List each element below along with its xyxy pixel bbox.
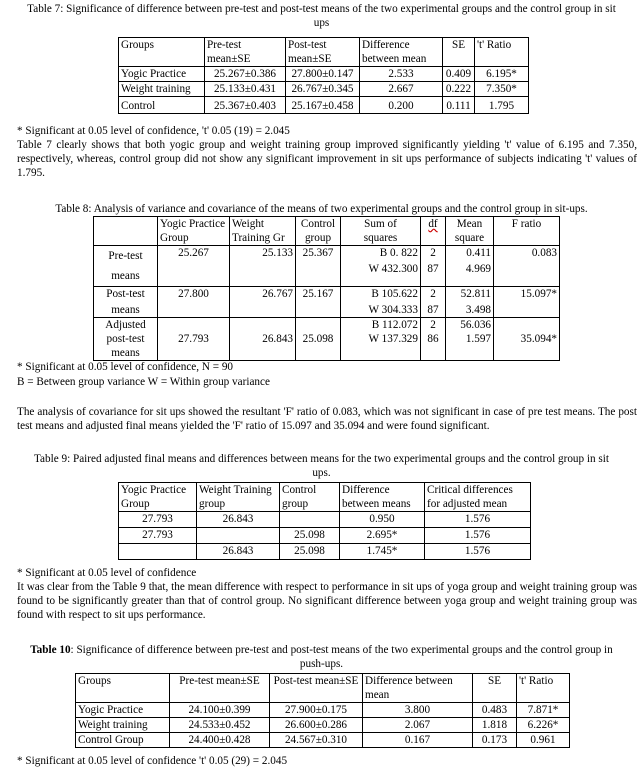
table8-cell: 27.800: [158, 287, 230, 318]
table8-cell: 35.094*: [494, 318, 560, 361]
table7-cell: 25.267±0.386: [205, 67, 286, 82]
table9-cell: 27.793: [119, 512, 197, 528]
table10-header-difference: Difference between mean: [363, 674, 473, 703]
table8-header-mean-square: Mean square: [446, 217, 494, 246]
table8-note2: B = Between group variance W = Within group variance: [17, 376, 270, 388]
table10-cell: 0.173: [473, 733, 517, 748]
table8-cell: 15.097*: [494, 287, 560, 318]
table7-cell: 0.409: [443, 67, 475, 82]
table7-cell: Yogic Practice: [119, 67, 205, 82]
table9-caption-line2: ups.: [312, 467, 331, 479]
table7-header-pretest: Pre-test mean±SE: [205, 38, 286, 67]
table7-header-groups: Groups: [119, 38, 205, 67]
table10-header-row: [76, 674, 570, 703]
table8-cell: 56.036 1.597: [446, 318, 494, 361]
table8-header-yogic: Yogic Practice Group: [158, 217, 230, 246]
table8-cell: B 112.072 W 137.329: [341, 318, 421, 361]
table7-cell: 0.111: [443, 97, 475, 114]
table-row: [119, 512, 531, 528]
table8-header-weight: Weight Training Gr: [230, 217, 296, 246]
table10-header-groups: Groups: [76, 674, 170, 703]
table7-cell: 25.167±0.458: [286, 97, 360, 114]
table-row: [76, 703, 570, 718]
table8-cell: 2 86: [421, 318, 446, 361]
table7-cell: 7.350*: [475, 82, 529, 97]
table-row: [119, 67, 529, 82]
table7-cell: 25.133±0.431: [205, 82, 286, 97]
table8-cell: 0.411 4.969: [446, 246, 494, 287]
table8-cell: 2 87: [421, 246, 446, 287]
table10-header-t-ratio: 't' Ratio: [517, 674, 570, 703]
table7-caption-line1: Table 7: Significance of difference between pre-test and post-test means of the two experimental groups and the control group in sit: [27, 3, 616, 15]
table8-cell: 0.083: [494, 246, 560, 287]
table9-paragraph: It was clear from the Table 9 that, the mean difference with respect to performance in sit ups of yoga group and weight training group was found to be significantly greater than that of control group. No significant difference between yoga group and weight training group was found with respect to sit ups performance.: [17, 581, 637, 621]
table9-cell: 1.576: [425, 512, 531, 528]
table9-cell: 1.576: [425, 544, 531, 560]
table7-cell: 1.795: [475, 97, 529, 114]
table7: [118, 37, 529, 114]
table8-cell: 25.133: [230, 246, 296, 287]
table7-cell: 25.367±0.403: [205, 97, 286, 114]
table-row: [76, 733, 570, 748]
table10-cell: 24.567±0.310: [270, 733, 363, 748]
table7-paragraph: Table 7 clearly shows that both yogic group and weight training group improved significantly yielding 't' value of 6.195 and 7.350, respectively, whereas, control group did not show any significant improvement in sit ups performance of subjects indicating 't' values of 1.795.: [17, 139, 637, 179]
table-row: [119, 97, 529, 114]
table9-header-critical: Critical differences for adjusted mean: [425, 483, 531, 512]
table8-caption: Table 8: Analysis of variance and covariance of the means of two experimental groups and the control group in sit-ups.: [55, 203, 588, 215]
table9-header-yogic: Yogic Practice Group: [119, 483, 197, 512]
table8-cell: 26.843: [230, 318, 296, 361]
table10-caption-line2: push-ups.: [299, 658, 344, 670]
table8-cell: 26.767: [230, 287, 296, 318]
table10-header-pretest: Pre-test mean±SE: [170, 674, 270, 703]
table7-cell: 6.195*: [475, 67, 529, 82]
table10-caption-label: Table 10: [30, 644, 71, 656]
table8-cell: 25.367: [296, 246, 341, 287]
table10-cell: 0.167: [363, 733, 473, 748]
table8-cell: 2 87: [421, 287, 446, 318]
table9-cell: 26.843: [197, 512, 280, 528]
table8-header-row: [94, 217, 560, 246]
table9-cell: [197, 528, 280, 544]
table10: [75, 673, 570, 748]
table9-header-control: Control group: [280, 483, 340, 512]
table7-header-difference: Difference between mean: [360, 38, 443, 67]
table7-cell: 2.667: [360, 82, 443, 97]
table9-note: * Significant at 0.05 level of confidence: [17, 567, 197, 579]
table10-cell: 26.600±0.286: [270, 718, 363, 733]
table8-row-label: Adjusted post-test means: [94, 318, 158, 361]
table7-cell: Control: [119, 97, 205, 114]
table7-caption-line2: ups: [313, 17, 330, 29]
table10-cell: Control Group: [76, 733, 170, 748]
table8-cell: B 0. 822 W 432.300: [341, 246, 421, 287]
table8-cell: 25.267: [158, 246, 230, 287]
table7-cell: 26.767±0.345: [286, 82, 360, 97]
table-row: [119, 544, 531, 560]
table8-cell: 27.793: [158, 318, 230, 361]
table10-cell: 3.800: [363, 703, 473, 718]
table8-cell: 25.098: [296, 318, 341, 361]
table-row: [94, 287, 560, 318]
table10-header-posttest: Post-test mean±SE: [270, 674, 363, 703]
table9-cell: 27.793: [119, 528, 197, 544]
table7-cell: 0.222: [443, 82, 475, 97]
table10-cell: 0.483: [473, 703, 517, 718]
table7-cell: 0.200: [360, 97, 443, 114]
table-row: [94, 246, 560, 287]
table9-caption: [2, 452, 641, 480]
table10-cell: 24.533±0.452: [170, 718, 270, 733]
table10-note: * Significant at 0.05 level of confidence 't' 0.05 (29) = 2.045: [17, 755, 288, 767]
table9-cell: 25.098: [280, 528, 340, 544]
table9-cell: [119, 544, 197, 560]
table8-paragraph: The analysis of covariance for sit ups showed the resultant 'F' ratio of 0.083, which was not significant in case of pre test means. The post test means and adjusted final means yielded the 'F' ratio of 15.097 and 35.094 and were found significant.: [17, 406, 637, 432]
table10-cell: 7.871*: [517, 703, 570, 718]
table8-header-control: Control group: [296, 217, 341, 246]
table10-cell: 2.067: [363, 718, 473, 733]
table9-caption-line1: Table 9: Paired adjusted final means and differences between means for the two experimental groups and the control group in sit: [34, 453, 609, 465]
table9: [118, 482, 531, 560]
table10-caption-text: : Significance of difference between pre-test and post-test means of the two experimental groups and the control group in: [70, 644, 613, 656]
table9-header-row: [119, 483, 531, 512]
table7-cell: Weight training: [119, 82, 205, 97]
table10-cell: 1.818: [473, 718, 517, 733]
table7-cell: 2.533: [360, 67, 443, 82]
table9-header-difference: Difference between means: [340, 483, 425, 512]
table10-cell: 27.900±0.175: [270, 703, 363, 718]
table10-caption: [2, 643, 641, 671]
table10-cell: 0.961: [517, 733, 570, 748]
table8-cell: 25.167: [296, 287, 341, 318]
table8-row-label: Pre-test means: [94, 246, 158, 287]
table-row: [76, 718, 570, 733]
table9-cell: 2.695*: [340, 528, 425, 544]
table10-cell: Yogic Practice: [76, 703, 170, 718]
table10-cell: 6.226*: [517, 718, 570, 733]
table8-cell: B 105.622 W 304.333: [341, 287, 421, 318]
table9-cell: 0.950: [340, 512, 425, 528]
table8-row-label: Post-test means: [94, 287, 158, 318]
table7-caption: [2, 2, 641, 30]
table8-header-f-ratio: F ratio: [494, 217, 560, 246]
table9-cell: 1.745*: [340, 544, 425, 560]
table7-header-t-ratio: 't' Ratio: [475, 38, 529, 67]
table9-cell: [280, 512, 340, 528]
table9-cell: 1.576: [425, 528, 531, 544]
table7-header-row: [119, 38, 529, 67]
table10-header-se: SE: [473, 674, 517, 703]
table10-cell: 24.400±0.428: [170, 733, 270, 748]
table7-cell: 27.800±0.147: [286, 67, 360, 82]
table10-cell: Weight training: [76, 718, 170, 733]
table8: [93, 216, 560, 361]
table8-cell: 52.811 3.498: [446, 287, 494, 318]
table-row: [119, 82, 529, 97]
table8-note1: * Significant at 0.05 level of confidence, N = 90: [17, 361, 234, 373]
table8-header-sum-squares: Sum of squares: [341, 217, 421, 246]
table7-header-se: SE: [443, 38, 475, 67]
table7-header-posttest: Post-test mean±SE: [286, 38, 360, 67]
table7-note: * Significant at 0.05 level of confidence, 't' 0.05 (19) = 2.045: [17, 125, 290, 137]
table10-caption-line1: [2, 643, 641, 657]
table8-header-empty: [94, 217, 158, 246]
table9-cell: 26.843: [197, 544, 280, 560]
table-row: [94, 318, 560, 361]
table-row: [119, 528, 531, 544]
table10-cell: 24.100±0.399: [170, 703, 270, 718]
table9-cell: 25.098: [280, 544, 340, 560]
table9-header-weight: Weight Training group: [197, 483, 280, 512]
table8-header-df: df: [421, 217, 446, 246]
